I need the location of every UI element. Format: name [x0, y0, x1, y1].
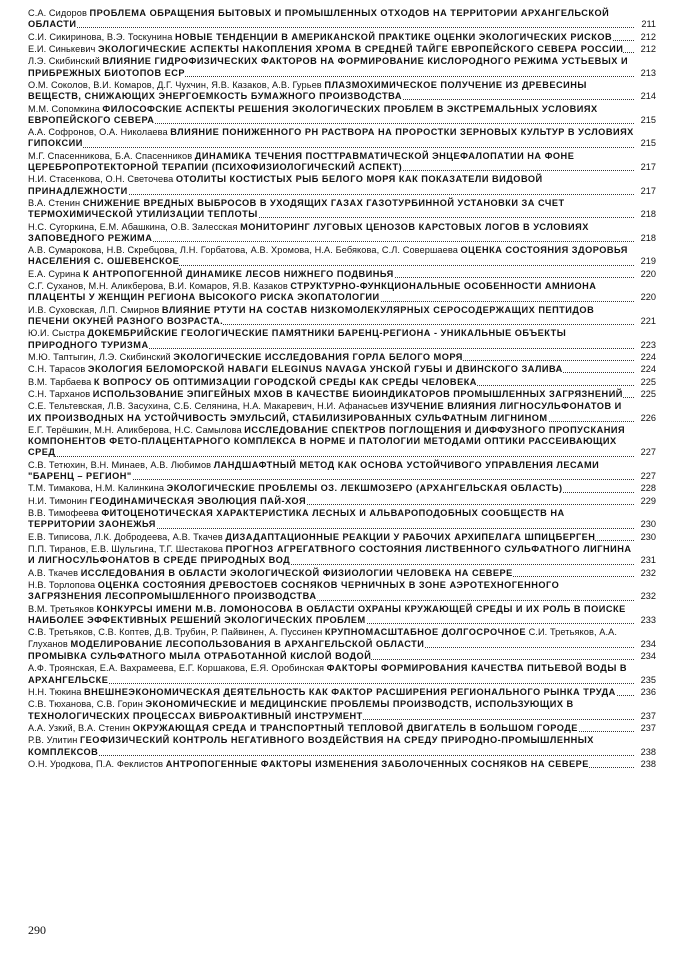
entry-authors: Н.Н. Тюкина: [28, 686, 82, 697]
entry-text: [28, 508, 565, 529]
entry-text: [28, 723, 578, 733]
entry-text: [28, 198, 565, 219]
entry-title: АНТРОПОГЕННЫЕ ФАКТОРЫ ИЗМЕНЕНИЯ ЗАБОЛОЧЕННЫХ СОСНЯКОВ НА СЕВЕРЕ: [165, 758, 589, 769]
toc-entry: [28, 377, 656, 388]
entry-page-number: 218: [640, 232, 656, 243]
entry-page-number: 228: [640, 483, 656, 494]
toc-entry: [28, 460, 656, 482]
toc-entry: [28, 44, 656, 55]
dot-leader: [28, 27, 634, 28]
entry-text: [28, 364, 563, 374]
entry-authors: С.Н. Тарханов: [28, 389, 91, 400]
entry-title: ОКРУЖАЮЩАЯ СРЕДА И ТРАНСПОРТНЫЙ ТЕПЛОВОЙ ДВИГАТЕЛЬ В БОЛЬШОМ ГОРОДЕ: [132, 722, 578, 733]
entry-text: [28, 663, 627, 684]
entry-authors: А.В. Ткачев: [28, 567, 79, 578]
entry-text: [28, 44, 623, 54]
toc-entry: [28, 32, 656, 43]
entry-page-number: 236: [640, 686, 656, 697]
entry-text: [28, 8, 609, 29]
entry-text: [28, 389, 623, 399]
entry-page-number: 211: [641, 19, 656, 30]
entry-title: ПРОМЫВКА СУЛЬФАТНОГО МЫЛА ОТРАБОТАННОЙ КИСЛОЙ ВОДОЙ: [28, 650, 372, 661]
entry-text: [28, 401, 622, 422]
entry-authors: В.М. Тарбаева: [28, 376, 92, 387]
entry-text: [28, 352, 463, 362]
entry-title: ЭКОНОМИЧЕСКИЕ И МЕДИЦИНСКИЕ ПРОБЛЕМЫ ПРОИЗВОДСТВ, ИСПОЛЬЗУЮЩИХ В ТЕХНОЛОГИЧЕСКИХ ПРОЦЕССАХ ВИБРОАКТИВНЫЙ ИНСТРУМЕНТ: [28, 699, 574, 721]
entry-page-number: 234: [640, 638, 656, 649]
entry-title: ЭКОЛОГИЧЕСКИЕ ПРОБЛЕМЫ ОЗ. ЛЕКШМОЗЕРО (АРХАНГЕЛЬСКАЯ ОБЛАСТЬ): [166, 483, 563, 494]
dot-leader: [28, 456, 634, 457]
entry-title: ИСПОЛЬЗОВАНИЕ ЭПИГЕЙНЫХ МХОВ В КАЧЕСТВЕ БИОИНДИКАТОРОВ ПРОМЫШЛЕННЫХ ЗАГРЯЗНЕНИЙ: [92, 389, 623, 400]
entry-text: [28, 604, 626, 625]
entry-authors: М.Ю. Таптыгин, Л.Э. Скибинский: [28, 351, 171, 362]
toc-entry: [28, 151, 656, 173]
entry-authors: Р.В. Улитин: [28, 735, 78, 746]
entry-text: [28, 425, 625, 457]
entry-authors: С.А. Сидоров: [28, 8, 87, 18]
entry-title: ВЛИЯНИЕ ГИДРОФИЗИЧЕСКИХ ФАКТОРОВ НА ФОРМИРОВАНИЕ КИСЛОРОДНОГО РЕЖИМА УСТЬЕВЫХ И ПРИБРЕЖНЫХ БИОТОПОВ ЕСР: [28, 56, 629, 78]
entry-authors: Л.Э. Скибинский: [28, 56, 100, 67]
toc-entry: [28, 723, 656, 734]
entry-text: [28, 532, 595, 542]
entry-page-number: 235: [640, 674, 656, 685]
entry-page-number: 227: [640, 471, 656, 482]
entry-text: [28, 460, 599, 481]
toc-entry: [28, 281, 656, 303]
entry-authors: М.М. Сопомкина: [28, 103, 100, 114]
toc-entry: [28, 759, 656, 770]
entry-title: К ВОПРОСУ ОБ ОПТИМИЗАЦИИ ГОРОДСКОЙ СРЕДЫ КАК СРЕДЫ ЧЕЛОВЕКА: [93, 376, 477, 387]
entry-authors: Е.И. Синькевич: [28, 43, 96, 54]
entry-page-number: 219: [640, 256, 656, 267]
toc-entry: [28, 699, 656, 721]
entry-title: ФАКТОРЫ ФОРМИРОВАНИЯ КАЧЕСТВА ПИТЬЕВОЙ ВОДЫ В АРХАНГЕЛЬСКЕ: [28, 663, 627, 685]
entry-text: [28, 269, 394, 279]
entry-page-number: 227: [640, 447, 656, 458]
entry-authors: А.А. Узкий, В.А. Стенин: [28, 722, 131, 733]
entry-text: [28, 687, 616, 697]
entry-title: МОНИТОРИНГ ЛУГОВЫХ ЦЕНОЗОВ КАРСТОВЫХ ЛОГОВ В УСЛОВИЯХ ЗАПОВЕДНОГО РЕЖИМА: [28, 221, 589, 243]
toc-entry: [28, 580, 656, 602]
table-of-contents: [28, 8, 656, 771]
entry-page-number: 220: [640, 292, 656, 303]
entry-text: [28, 568, 513, 578]
entry-title: СНИЖЕНИЕ ВРЕДНЫХ ВЫБРОСОВ В УХОДЯЩИХ ГАЗАХ ГАЗОТУРБИННОЙ УСТАНОВКИ ЗА СЧЕТ ТЕРМОХИМИЧЕСКОЙ УТИЛИЗАЦИИ ТЕПЛОТЫ: [28, 197, 565, 220]
entry-title: ОЦЕНКА СОСТОЯНИЯ ДРЕВОСТОЕВ СОСНЯКОВ ЧЕРНИЧНЫХ В ЗОНЕ АЭРОТЕХНОГЕННОГО ЗАГРЯЗНЕНИЯ ЛЕСОПРОМЫШЛЕННОГО ПРОИЗВОДСТВА: [28, 580, 560, 602]
entry-page-number: 225: [640, 389, 656, 400]
entry-title: ФИТОЦЕНОТИЧЕСКАЯ ХАРАКТЕРИСТИКА ЛЕСНЫХ И АЛЬВАРОПОДОБНЫХ СООБЩЕСТВ НА ТЕРРИТОРИИ ЗАОНЕЖЬЯ: [28, 508, 565, 530]
entry-text: [28, 174, 543, 195]
entry-page-number: 232: [640, 591, 656, 602]
entry-authors: М.Г. Спасенникова, Б.А. Спасенников: [28, 150, 193, 161]
entry-title: ПЛАЗМОХИМИЧЕСКОЕ ПОЛУЧЕНИЕ ИЗ ДРЕВЕСИНЫ ВЕЩЕСТВ, СНИЖАЮЩИХ ЭНЕРГОЕМКОСТЬ БУМАЖНОГО ПРОИЗВОДСТВА: [28, 79, 587, 102]
entry-text: [28, 328, 566, 349]
entry-page-number: 237: [640, 710, 656, 721]
entry-title: ДИЗАДАПТАЦИОННЫЕ РЕАКЦИИ У РАБОЧИХ АРХИПЕЛАГА ШПИЦБЕРГЕН: [225, 531, 596, 542]
entry-title: ОЦЕНКА СОСТОЯНИЯ ЗДОРОВЬЯ НАСЕЛЕНИЯ С. ОШЕВЕНСКОЕ: [28, 245, 628, 267]
entry-authors: С.Е. Тельтевская, Л.В. Засухина, С.Б. Селянина, Н.А. Макаревич, Н.И. Афанасьев: [28, 401, 388, 412]
entry-title: ЛАНДШАФТНЫЙ МЕТОД КАК ОСНОВА УСТОЙЧИВОГО УПРАВЛЕНИЯ ЛЕСАМИ "БАРЕНЦ – РЕГИОН": [28, 459, 600, 482]
entry-text: [28, 377, 477, 387]
page-number: 290: [28, 923, 46, 937]
entry-authors: С.Г. Суханов, М.Н. Аликберова, В.И. Комаров, Я.В. Казаков: [28, 281, 288, 292]
entry-text: [28, 699, 574, 720]
toc-entry: [28, 389, 656, 400]
entry-page-number: 231: [640, 555, 656, 566]
toc-entry: [28, 245, 656, 267]
entry-page-number: 214: [640, 91, 656, 102]
entry-text: [28, 627, 617, 648]
entry-title: ВЛИЯНИЕ РТУТИ НА СОСТАВ НИЗКОМОЛЕКУЛЯРНЫХ СЕРОСОДЕРЖАЩИХ ПЕПТИДОВ ПЕЧЕНИ ОКУНЕЙ РАЗНОГО ВОЗРАСТА.: [28, 304, 595, 326]
entry-title: ПРОБЛЕМА ОБРАЩЕНИЯ БЫТОВЫХ И ПРОМЫШЛЕННЫХ ОТХОДОВ НА ТЕРРИТОРИИ АРХАНГЕЛЬСКОЙ ОБЛАСТИ: [28, 8, 610, 30]
entry-text: [28, 222, 589, 243]
entry-page-number: 220: [640, 268, 656, 279]
entry-title: ГЕОДИНАМИЧЕСКАЯ ЭВОЛЮЦИЯ ПАЙ-ХОЯ: [89, 495, 307, 506]
toc-entry: [28, 425, 656, 459]
entry-text: [28, 32, 612, 42]
entry-title: КОНКУРСЫ ИМЕНИ М.В. ЛОМОНОСОВА В ОБЛАСТИ ОХРАНЫ КРУЖАЮЩЕЙ СРЕДЫ И ИХ РОЛЬ В ПОИСКЕ НАИБОЛЕЕ ЭФФЕКТИВНЫХ РЕШЕНИЙ ЭКОЛОГИЧЕСКИХ ПРОБЛЕМ: [28, 603, 626, 625]
entry-page-number: 234: [640, 650, 656, 661]
entry-page-number: 221: [640, 315, 656, 326]
entry-page-number: 225: [640, 376, 656, 387]
entry-title: ИЗУЧЕНИЕ ВЛИЯНИЯ ЛИГНОСУЛЬФОНАТОВ И ИХ ПРОИЗВОДНЫХ НА УСТОЙЧИВОСТЬ ЭМУЛЬСИЙ, СТАБИЛИЗИРОВАННЫХ СУЛЬФАТНЫМ ЛИГНИНОМ: [28, 401, 622, 423]
entry-title: НОВЫЕ ТЕНДЕНЦИИ В АМЕРИКАНСКОЙ ПРАКТИКЕ ОЦЕНКИ ЭКОЛОГИЧЕСКИХ РИСКОВ: [175, 31, 613, 42]
entry-authors: Н.В. Торлопова: [28, 580, 96, 591]
entry-text: [28, 104, 598, 125]
toc-entry: [28, 483, 656, 494]
toc-entry: [28, 568, 656, 579]
entry-authors: С.В. Тетюхин, В.Н. Минаев, А.В. Любимов: [28, 459, 212, 470]
dot-leader: [28, 755, 634, 756]
entry-page-number: 237: [640, 722, 656, 733]
entry-text: [28, 80, 587, 101]
entry-title: ФИЛОСОФСКИЕ АСПЕКТЫ РЕШЕНИЯ ЭКОЛОГИЧЕСКИХ ПРОБЛЕМ В ЭКСТРЕМАЛЬНЫХ УСЛОВИЯХ ЕВРОПЕЙСКОГО СЕВЕРА: [28, 103, 598, 125]
toc-entry: [28, 735, 656, 757]
entry-title: КРУПНОМАСШТАБНОЕ ДОЛГОСРОЧНОЕ: [324, 627, 527, 638]
entry-text: [28, 651, 371, 661]
entry-text: [28, 305, 594, 326]
entry-authors: И.В. Суховская, Л.П. Смирнов: [28, 304, 160, 315]
toc-entry: [28, 56, 656, 78]
entry-page-number: 212: [640, 43, 656, 54]
entry-title: ЭКОЛОГИЧЕСКИЕ ИССЛЕДОВАНИЯ ГОРЛА БЕЛОГО МОРЯ: [173, 351, 463, 362]
entry-text: [28, 759, 589, 769]
entry-authors: Н.И. Тимонин: [28, 495, 88, 506]
entry-title: ЭКОЛОГИЧЕСКИЕ АСПЕКТЫ НАКОПЛЕНИЯ ХРОМА В СРЕДНЕЙ ТАЙГЕ ЕВРОПЕЙСКОГО СЕВЕРА РОССИИ: [98, 43, 624, 54]
toc-entry: [28, 687, 656, 698]
entry-page-number: 233: [640, 614, 656, 625]
entry-title: ИССЛЕДОВАНИЯ В ОБЛАСТИ ЭКОЛОГИЧЕСКОЙ ФИЗИОЛОГИИ ЧЕЛОВЕКА НА СЕВЕРЕ: [80, 567, 513, 578]
entry-page-number: 226: [640, 412, 656, 423]
toc-entry: [28, 328, 656, 350]
entry-title: СТРУКТУРНО-ФУНКЦИОНАЛЬНЫЕ ОСОБЕННОСТИ АМНИОНА ПЛАЦЕНТЫ У ЖЕНЩИН РЕГИОНА ВЫСОКОГО РИСКА ЭКОПАТОЛОГИИ: [28, 281, 597, 303]
entry-authors-2: С.И. Третьяков, А.А. Глуханов: [28, 627, 618, 649]
toc-entry: [28, 198, 656, 220]
entry-authors: О.Н. Уродкова, П.А. Феклистов: [28, 758, 164, 769]
entry-authors: Т.М. Тимакова, Н.М. Калинкина: [28, 483, 165, 494]
entry-authors: Е.В. Типисова, Л.К. Добродеева, А.В. Ткачев: [28, 531, 223, 542]
entry-text: [28, 496, 306, 506]
toc-entry: [28, 364, 656, 375]
entry-text: [28, 735, 594, 756]
entry-authors: В.М. Третьяков: [28, 603, 94, 614]
entry-text: [28, 544, 632, 565]
toc-entry: [28, 627, 656, 649]
toc-entry: [28, 663, 656, 685]
toc-entry: [28, 80, 656, 102]
entry-authors: С.В. Третьяков, С.В. Коптев, Д.В. Трубин, Р. Пайвинен, А. Пуссинен: [28, 627, 323, 638]
entry-authors: Н.С. Сугоркина, Е.М. Абашкина, О.В. Залесская: [28, 221, 238, 232]
toc-entry: [28, 651, 656, 662]
entry-title: ЭКОЛОГИЯ БЕЛОМОРСКОЙ НАВАГИ ELEGINUS NAVAGA УНСКОЙ ГУБЫ И ДВИНСКОГО ЗАЛИВА: [87, 364, 563, 375]
toc-entry: [28, 174, 656, 196]
entry-title: ИССЛЕДОВАНИЕ СПЕКТРОВ ПОГЛОЩЕНИЯ И ДИФФУЗНОГО ПРОПУСКАНИЯ КОМПОНЕНТОВ ФЕТО-ПЛАЦЕНТАРНОГО КОМПЛЕКСА В НОРМЕ И ПАТОЛОГИИ МЕТОДАМИ ОПТИКИ РАССЕИВАЮЩИХ СРЕД: [28, 425, 626, 458]
entry-title: ОТОЛИТЫ КОСТИСТЫХ РЫБ БЕЛОГО МОРЯ КАК ПОКАЗАТЕЛИ ВИДОВОЙ ПРИНАДЛЕЖНОСТИ: [28, 174, 543, 196]
entry-page-number: 224: [640, 364, 656, 375]
toc-entry: [28, 508, 656, 530]
entry-title: К АНТРОПОГЕННОЙ ДИНАМИКЕ ЛЕСОВ НИЖНЕГО ПОДВИНЬЯ: [83, 268, 394, 279]
entry-text: [28, 281, 596, 302]
entry-authors: А.А. Софронов, О.А. Николаева: [28, 127, 168, 138]
entry-authors: О.М. Соколов, В.И. Комаров, Д.Г. Чухчин, Я.В. Казаков, А.В. Гурьев: [28, 79, 322, 90]
entry-authors: П.П. Тиранов, Е.В. Шульгина, Т.Г. Шестакова: [28, 544, 224, 555]
entry-authors: В.В. Тимофеева: [28, 508, 99, 519]
entry-text: [28, 483, 563, 493]
toc-entry: [28, 269, 656, 280]
entry-authors: В.А. Стенин: [28, 197, 81, 208]
entry-title-2: МОДЕЛИРОВАНИЕ ЛЕСОПОЛЬЗОВАНИЯ В АРХАНГЕЛЬСКОЙ ОБЛАСТИ: [70, 638, 425, 649]
entry-text: [28, 151, 574, 172]
toc-entry: [28, 222, 656, 244]
entry-page-number: 213: [640, 67, 656, 78]
entry-page-number: 217: [640, 161, 656, 172]
toc-entry: [28, 305, 656, 327]
entry-authors: Ю.И. Сыстра: [28, 328, 85, 339]
entry-page-number: 212: [640, 31, 656, 42]
entry-page-number: 230: [640, 519, 656, 530]
entry-text: [28, 245, 628, 266]
entry-page-number: 238: [640, 758, 656, 769]
entry-authors: С.В. Тюханова, С.В. Горин: [28, 699, 143, 710]
entry-page-number: 215: [640, 138, 656, 149]
dot-leader: [28, 683, 634, 684]
entry-text: [28, 56, 628, 77]
entry-title: ВЛИЯНИЕ ПОНИЖЕННОГО РН РАСТВОРА НА ПРОРОСТКИ ЗЕРНОВЫХ КУЛЬТУР В УСЛОВИЯХ ГИПОКСИИ: [28, 127, 634, 149]
entry-page-number: 217: [640, 185, 656, 196]
entry-title: ДИНАМИКА ТЕЧЕНИЯ ПОСТТРАВМАТИЧЕСКОЙ ЭНЦЕФАЛОПАТИИ НА ФОНЕ ЦЕРЕБРОПРОТЕКТОРНОЙ ТЕРАПИИ (ПСИХОФИЗИОЛОГИЧЕСКИЙ АСПЕКТ): [28, 150, 575, 172]
dot-leader: [28, 147, 634, 148]
entry-page-number: 229: [640, 495, 656, 506]
entry-authors: С.Н. Тарасов: [28, 364, 86, 375]
entry-text: [28, 580, 559, 601]
toc-entry: [28, 352, 656, 363]
entry-page-number: 215: [640, 114, 656, 125]
entry-title: ДОКЕМБРИЙСКИЕ ГЕОЛОГИЧЕСКИЕ ПАМЯТНИКИ БАРЕНЦ-РЕГИОНА - УНИКАЛЬНЫЕ ОБЪЕКТЫ ПРИРОДНОГО ТУРИЗМА: [28, 328, 567, 350]
toc-entry: [28, 496, 656, 507]
toc-entry: [28, 544, 656, 566]
entry-title: ГЕОФИЗИЧЕСКИЙ КОНТРОЛЬ НЕГАТИВНОГО ВОЗДЕЙСТВИЯ НА СРЕДУ ПРИРОДНО-ПРОМЫШЛЕННЫХ КОМПЛЕКСОВ: [28, 735, 594, 757]
entry-authors: А.Ф. Троянская, Е.А. Вахрамеева, Е.Г. Коршакова, Е.Я. Оробинская: [28, 663, 325, 674]
entry-text: [28, 127, 634, 148]
entry-authors: Е.Г. Терёшкин, М.Н. Аликберова, Н.С. Самылова: [28, 425, 242, 436]
toc-entry: [28, 8, 656, 30]
entry-page-number: 223: [640, 339, 656, 350]
entry-authors: Е.А. Сурина: [28, 268, 81, 279]
entry-authors: А.В. Сумарокова, Н.В. Скребцова, Л.Н. Горбатова, А.В. Хромова, Н.А. Бебякова, С.Л. Совершаева: [28, 245, 458, 256]
entry-title: ПРОГНОЗ АГРЕГАТВНОГО СОСТОЯНИЯ ЛИСТВЕННОГО СУЛЬФАТНОГО ЛИГНИНА И ЛИГНОСУЛЬФОНАТОВ В СРЕДЕ ПРИРОДНЫХ ВОД: [28, 544, 632, 566]
toc-entry: [28, 104, 656, 126]
toc-entry: [28, 127, 656, 149]
entry-page-number: 218: [640, 209, 656, 220]
toc-entry: [28, 401, 656, 423]
entry-authors: Н.И. Стасенкова, О.Н. Светочева: [28, 174, 174, 185]
entry-authors: С.И. Сикиринова, В.Э. Тоскунина: [28, 31, 173, 42]
entry-page-number: 238: [640, 746, 656, 757]
entry-page-number: 230: [640, 531, 656, 542]
entry-page-number: 232: [640, 567, 656, 578]
entry-title: ВНЕШНЕЭКОНОМИЧЕСКАЯ ДЕЯТЕЛЬНОСТЬ КАК ФАКТОР РАСШИРЕНИЯ РЕГИОНАЛЬНОГО РЫНКА ТРУДА: [84, 686, 616, 697]
toc-entry: [28, 532, 656, 543]
toc-entry: [28, 604, 656, 626]
entry-page-number: 224: [640, 351, 656, 362]
